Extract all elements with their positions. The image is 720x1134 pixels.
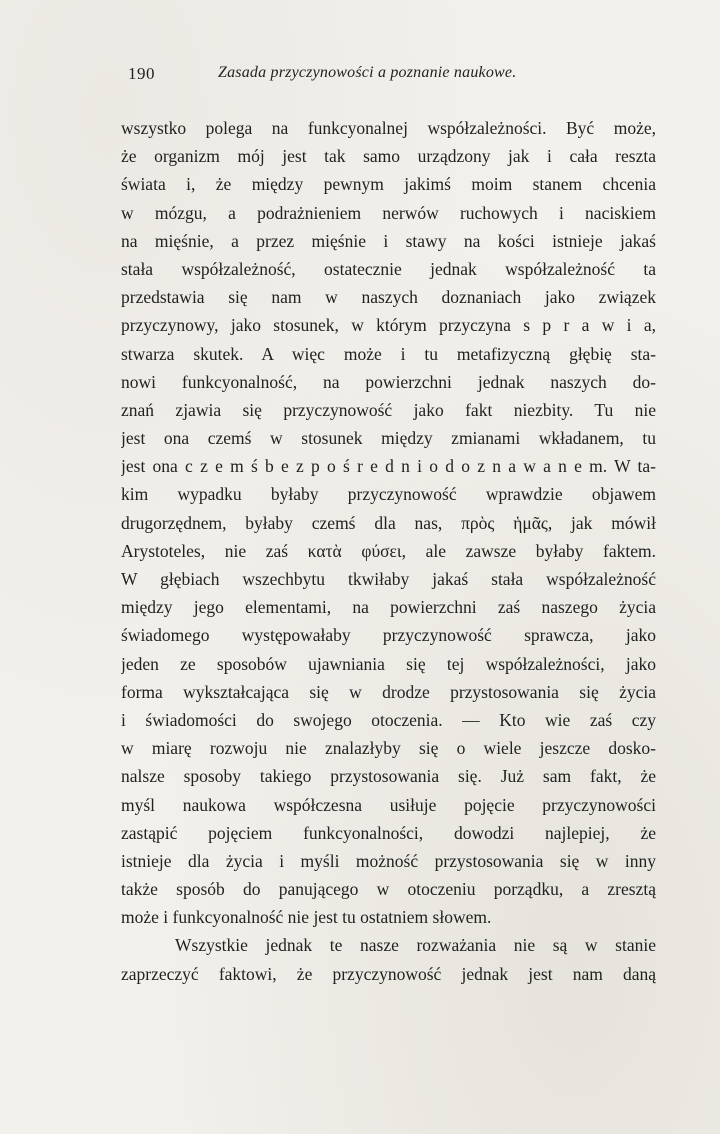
text-line: jest ona czemś w stosunek między zmianami wkładanem, tu xyxy=(121,428,656,449)
text-line: Arystoteles, nie zaś κατὰ φύσει, ale zawsze byłaby faktem. xyxy=(121,540,656,561)
text-line: na mięśnie, a przez mięśnie i stawy na kości istnieje jakaś xyxy=(121,230,656,251)
text-line: wszystko polega na funkcyonalnej współzależności. Być może, xyxy=(121,118,656,138)
text-line: przyczynowy, jako stosunek, w którym przyczyna s p r a w i a, xyxy=(121,315,656,336)
text-line: istnieje dla życia i myśli możność przystosowania się w inny xyxy=(121,850,656,871)
text-line: także sposób do panującego w otoczeniu porządku, a zresztą xyxy=(121,879,656,900)
text-line: nalsze sposoby takiego przystosowania się. Już sam fakt, że xyxy=(121,766,656,787)
text-line: myśl naukowa współczesna usiłuje pojęcie przyczynowości xyxy=(121,794,656,815)
text-line: drugorzędnem, byłaby czemś dla nas, πρὸς ἡμᾶς, jak mówił xyxy=(121,512,656,533)
paragraph-end-line: może i funkcyonalność nie jest tu ostatniem słowem. xyxy=(121,907,492,928)
text-line: świadomego występowałaby przyczynowość sprawcza, jako xyxy=(121,625,656,646)
text-line: nowi funkcyonalność, na powierzchni jednak naszych do- xyxy=(121,371,656,392)
text-line: w mózgu, a podrażnieniem nerwów ruchowych i naciskiem xyxy=(121,202,656,223)
text-line: zaprzeczyć faktowi, że przyczynowość jednak jest nam daną xyxy=(121,963,656,984)
text-line: stwarza skutek. A więc może i tu metafizyczną głębię sta- xyxy=(121,343,656,364)
body-text xyxy=(121,114,656,988)
text-line: i świadomości do swojego otoczenia. — Kto wie zaś czy xyxy=(121,709,656,730)
text-line: kim wypadku byłaby przyczynowość wprawdzie objawem xyxy=(121,484,656,505)
text-line: w miarę rozwoju nie znalazłyby się o wiele jeszcze dosko- xyxy=(121,738,656,759)
text-line: przedstawia się nam w naszych doznaniach jako związek xyxy=(121,287,656,308)
text-line: zastąpić pojęciem funkcyonalności, dowodzi najlepiej, że xyxy=(121,822,656,843)
text-line: forma wykształcająca się w drodze przystosowania się życia xyxy=(121,681,656,702)
text-line: jeden ze sposobów ujawniania się tej współzależności, jako xyxy=(121,653,656,674)
text-line: stała współzależność, ostatecznie jednak współzależność ta xyxy=(121,258,656,279)
text-line: między jego elementami, na powierzchni zaś naszego życia xyxy=(121,597,656,618)
paragraph-start-line: Wszystkie jednak te nasze rozważania nie są w stanie xyxy=(175,935,656,956)
page-number: 190 xyxy=(128,64,155,83)
text-line: W głębiach wszechbytu tkwiłaby jakaś stała współzależność xyxy=(121,569,656,589)
running-head xyxy=(128,64,598,86)
text-line: że organizm mój jest tak samo urządzony jak i cała reszta xyxy=(121,146,656,167)
text-line: znań zjawia się przyczynowość jako fakt niezbity. Tu nie xyxy=(121,399,656,420)
text-line: świata i, że między pewnym jakimś moim stanem chcenia xyxy=(121,174,656,195)
running-title: Zasada przyczynowości a poznanie naukowe. xyxy=(218,64,517,81)
text-line: jest ona c z e m ś b e z p o ś r e d n i o d o z n a w a n e m. W ta- xyxy=(121,456,656,477)
